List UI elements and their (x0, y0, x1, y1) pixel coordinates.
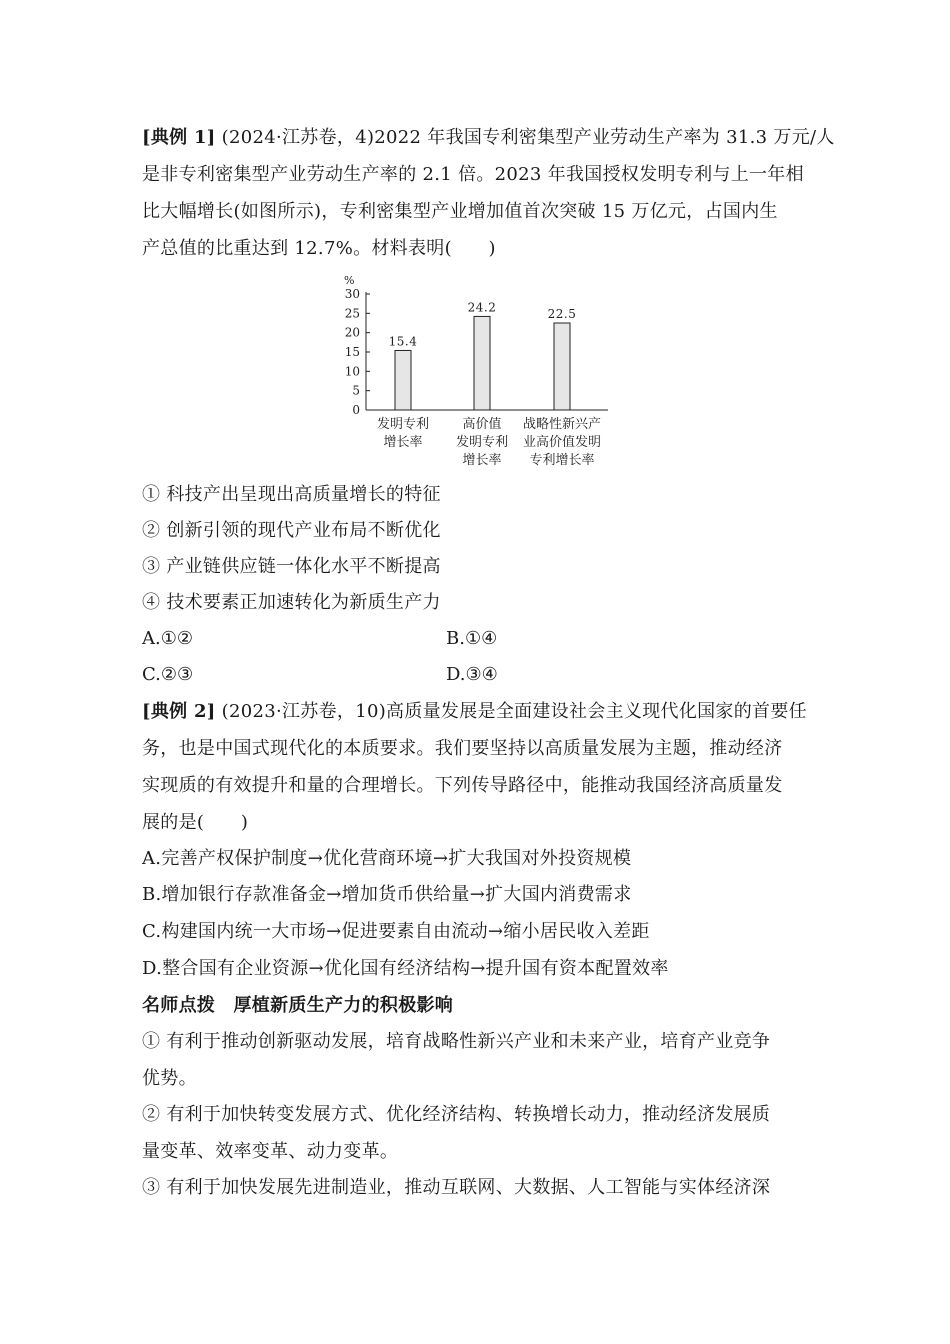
patent-growth-bar-chart (330, 266, 620, 472)
category-label: 专利增长率 (529, 453, 595, 468)
category-label: 发明专利 (455, 435, 509, 450)
bar-value-label: 15.4 (388, 334, 418, 349)
q2-choice-d[interactable]: D.整合国有企业资源→优化国有经济结构→提升国有资本配置效率 (142, 958, 669, 979)
q1-line-2: 是非专利密集型产业劳动生产率的 2.1 倍。2023 年我国授权发明专利与上一年相 (142, 164, 804, 185)
y-tick-label: 30 (344, 287, 360, 301)
q2-line-2: 务，也是中国式现代化的本质要求。我们要坚持以高质量发展为主题，推动经济 (142, 738, 783, 759)
q1-answer-a[interactable]: A.①② (142, 628, 193, 649)
q1-line-4: 产总值的比重达到 12.7%。材料表明( ) (142, 238, 496, 259)
category-label: 发明专利 (376, 417, 430, 432)
category-label: 增长率 (383, 435, 423, 450)
tips-heading: 名师点拨 厚植新质生产力的积极影响 (142, 995, 454, 1016)
q2-choice-a[interactable]: A.完善产权保护制度→优化营商环境→扩大我国对外投资规模 (142, 848, 632, 869)
y-axis-unit-label: % (344, 274, 355, 287)
q1-line-1 (142, 126, 835, 150)
tips-line-4: 量变革、效率变革、动力变革。 (142, 1141, 399, 1162)
tips-line-1: ① 有利于推动创新驱动发展，培育战略性新兴产业和未来产业，培育产业竞争 (142, 1031, 771, 1052)
q2-line-1 (142, 700, 812, 724)
q1-answer-d[interactable]: D.③④ (446, 664, 498, 685)
tips-line-5: ③ 有利于加快发展先进制造业，推动互联网、大数据、人工智能与实体经济深 (142, 1177, 771, 1198)
q2-choice-c[interactable]: C.构建国内统一大市场→促进要素自由流动→缩小居民收入差距 (142, 921, 650, 942)
bar (395, 350, 411, 410)
bar (554, 323, 570, 410)
tips-line-3: ② 有利于加快转变发展方式、优化经济结构、转换增长动力，推动经济发展质 (142, 1104, 771, 1125)
q2-text-1: (2023·江苏卷，10)高质量发展是全面建设社会主义现代化国家的首要任 (215, 701, 807, 722)
tips-line-2: 优势。 (142, 1068, 197, 1089)
bar-value-label: 22.5 (547, 307, 577, 321)
q1-option-1: ① 科技产出呈现出高质量增长的特征 (142, 484, 441, 505)
y-tick-label: 25 (344, 306, 360, 321)
bar-value-label: 24.2 (467, 300, 497, 315)
bar (474, 316, 490, 410)
y-tick-label: 20 (344, 325, 360, 340)
q1-text-1: (2024·江苏卷，4)2022 年我国专利密集型产业劳动生产率为 31.3 万元/人 (215, 127, 835, 148)
q1-option-4: ④ 技术要素正加速转化为新质生产力 (142, 592, 441, 613)
category-label: 战略性新兴产 (522, 417, 602, 432)
y-tick-label: 0 (352, 403, 360, 417)
q1-answer-b[interactable]: B.①④ (446, 628, 498, 649)
y-tick-label: 15 (344, 345, 360, 359)
q1-line-3: 比大幅增长(如图所示)，专利密集型产业增加值首次突破 15 万亿元，占国内生 (142, 201, 778, 222)
x-axis-labels (377, 416, 601, 468)
q2-line-3: 实现质的有效提升和量的合理增长。下列传导路径中，能推动我国经济高质量发 (142, 775, 783, 796)
q2-line-4: 展的是( ) (142, 812, 249, 833)
category-label: 高价值 (462, 417, 502, 432)
category-label: 业高价值发明 (522, 435, 602, 450)
y-tick-label: 10 (344, 364, 360, 379)
y-tick-label: 5 (352, 383, 360, 398)
bars (389, 300, 577, 410)
q1-answer-c[interactable]: C.②③ (142, 664, 194, 685)
q1-option-3: ③ 产业链供应链一体化水平不断提高 (142, 556, 441, 577)
category-label: 增长率 (462, 453, 502, 468)
q1-tag: [典例 1] (142, 127, 216, 148)
q2-tag: [典例 2] (142, 701, 216, 722)
q1-option-2: ② 创新引领的现代产业布局不断优化 (142, 520, 441, 541)
q2-choice-b[interactable]: B.增加银行存款准备金→增加货币供给量→扩大国内消费需求 (142, 884, 632, 905)
